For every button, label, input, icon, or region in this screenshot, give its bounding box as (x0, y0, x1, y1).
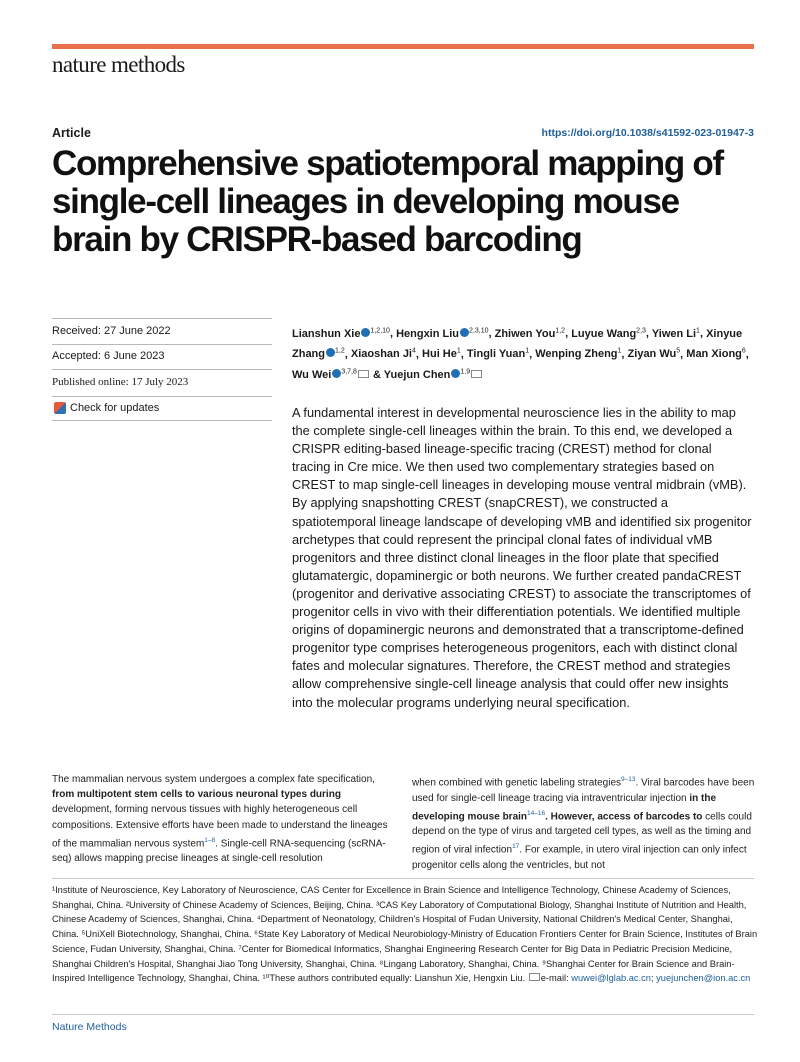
published-date: Published online: 17 July 2023 (52, 376, 189, 388)
author-affiliation: 1,2 (555, 327, 566, 334)
author-name[interactable]: Ziyan Wu (627, 348, 677, 361)
divider (52, 396, 272, 397)
author-name[interactable]: Tingli Yuan (466, 348, 526, 361)
author-affiliation: 2,3,10 (469, 327, 489, 334)
author-name[interactable]: Wenping Zheng (535, 348, 618, 361)
body-text: . For example, in utero viral injection can only infect progenitor cells along the ventricles, but not (412, 844, 747, 871)
author-entry (422, 348, 461, 360)
body-text: development, forming nervous tissues with highly heterogeneous cell compositions. Extensive efforts have been made to understand the lineages of the mammalian nervous system (52, 804, 388, 850)
article-type-label: Article (52, 126, 91, 140)
footer-journal-name: Nature Methods (52, 1021, 127, 1033)
journal-name: nature methods (52, 52, 185, 77)
author-prefix: & (372, 368, 384, 381)
author-entry (686, 348, 746, 360)
divider (52, 420, 272, 421)
divider (52, 878, 754, 879)
author-name[interactable]: Yiwen Li (651, 327, 697, 340)
author-affiliation: 2,3 (636, 327, 646, 334)
author-affiliation: 1,2,10 (370, 327, 390, 334)
author-entry (373, 369, 483, 381)
divider (52, 344, 272, 345)
author-affiliation: 1 (456, 347, 461, 355)
mail-icon[interactable] (471, 370, 482, 378)
author-name[interactable]: Hui He (422, 348, 457, 361)
mail-icon (529, 973, 540, 981)
author-name[interactable]: Luyue Wang (571, 327, 637, 340)
body-text: The mammalian nervous system undergoes a complex fate specification, (52, 774, 375, 785)
email-link[interactable]: yuejunchen@ion.ac.cn (656, 973, 751, 984)
affiliations-text: ¹Institute of Neuroscience, Key Laboratory of Neuroscience, CAS Center for Excellence in Brain Science and Intelligence Technology, Chinese Academy of Sciences, Shanghai, China. ²University of Chinese Academy of Sciences, Beijing, China. ³CAS Key Laboratory of Computational Biology, Shanghai Institute of Nutrition and Health, Chinese Academy of Sciences, Shanghai, China. ⁴Department of Neonatology, Children's Hospital of Fudan University, National Children's Medical Center, Shanghai, China. ⁵UniXell Biotechnology, Shanghai, China. ⁶State Key Laboratory of Medical Neurobiology-Ministry of Education Frontiers Center for Brain Science, Institutes of Brain Science, Fudan University, Shanghai, China. ⁷Center for Biomedical Informatics, Shanghai Engineering Research Center for Big Data in Pediatric Precision Medicine, Shanghai Children's Hospital, Shanghai Jiao Tong University, Shanghai, China. ⁸Lingang Laboratory, Shanghai, China. ⁹Shanghai Center for Brain Science and Brain-Inspired Intelligence Technology, Shanghai, China. ¹⁰These authors contributed equally: Lianshun Xie, Hengxin Liu. (52, 885, 758, 984)
author-affiliation: 1 (617, 347, 622, 355)
author-name[interactable]: Wu Wei (292, 368, 332, 381)
reference-link[interactable]: 17 (512, 843, 520, 851)
author-entry (467, 348, 529, 360)
body-text-bold: . However, access of barcodes to (545, 811, 703, 823)
author-affiliation: 4 (412, 347, 416, 355)
author-list: Lianshun Xie $^{1,2,10}$, Hengxin Liu $^{2,3,10}$, Zhiwen You$^{1,2}$, Luyue Wang$^{2,3}$, Yiwen Li$^1$, Xinyue Zhang $^{1,2}$, Xiaoshan Ji$^4$, Hui He$^1$, Tingli Yuan$^1$, Wenping Zheng$^1$, Ziyan Wu$^5$, Man Xiong$^6$, Wu Wei $^{3,7,8}$ & Yuejun Chen $^{1,9}$ (292, 327, 749, 381)
author-entry (292, 328, 390, 340)
author-affiliation: 3,7,8 (341, 368, 357, 376)
author-entry (351, 348, 416, 360)
author-entry (571, 328, 646, 340)
page-title: Comprehensive spatiotemporal mapping of single-cell lineages in developing mouse brain by CRISPR-based barcoding (52, 144, 723, 259)
author-affiliation: 1 (525, 347, 530, 355)
author-name[interactable]: Man Xiong (686, 348, 742, 361)
body-text: cells could depend on the type of virus and targeted cell types, as well as the timing and region of viral infection (412, 811, 752, 856)
accepted-date: Accepted: 6 June 2023 (52, 350, 165, 362)
divider (52, 1014, 754, 1015)
check-for-updates-button[interactable] (54, 402, 159, 414)
author-affiliation: 1,2 (335, 347, 345, 355)
author-affiliation: 5 (676, 347, 681, 355)
author-name[interactable]: Zhiwen You (494, 327, 556, 340)
abstract: A fundamental interest in developmental neuroscience lies in the ability to map the complete single-cell lineages within the brain. To this end, we developed a CRISPR editing-based lineage-specific tracing (CREST) method for clonal tracing in Cre mice. We then used two complementary strategies based on CREST to map single-cell lineages in developing mouse ventral midbrain (vMB). By applying snapshotting CREST (snapCREST), we constructed a spatiotemporal lineage landscape of developing vMB and identified six progenitor archetypes that could represent the principal clonal fates of individual vMB progenitors and three distinct clonal lineages in the floor plate that specified glutamatergic, dopaminergic or both neurons. We further created pandaCREST (progenitor and derivative associating CREST) to associate the transcriptomes of progenitor cells in vivo with their differentiation potentials. We identified multiple origins of dopaminergic neurons and demonstrated that a transcriptome-defined progenitor type comprises heterogeneous progenitors, each with distinct clonal fates and molecular signatures. Therefore, the CREST method and strategies allow comprehensive single-cell lineage analysis that could offer new insights into the molecular programs underlying neural specification. (292, 405, 752, 710)
author-name[interactable]: Xinyue Zhang (292, 327, 743, 361)
orcid-icon[interactable] (460, 328, 469, 337)
author-name[interactable]: Yuejun Chen (383, 368, 451, 381)
mail-icon[interactable] (358, 370, 369, 378)
author-entry (652, 328, 700, 340)
author-name[interactable]: Hengxin Liu (396, 327, 460, 340)
body-text: . Single-cell RNA-sequencing (scRNA-seq) allows mapping precise lineages at single-cell resolution (52, 838, 386, 865)
received-date: Received: 27 June 2022 (52, 325, 171, 337)
check-for-updates-label: Check for updates (70, 402, 160, 414)
reference-link[interactable]: 14–16 (527, 809, 546, 817)
author-entry (396, 328, 488, 340)
divider (52, 369, 272, 370)
body-text-bold: from multipotent stem cells to various neuronal types during (52, 789, 341, 801)
crossmark-icon (54, 402, 66, 414)
divider (52, 318, 272, 319)
body-text-bold: in the developing mouse brain (412, 792, 717, 823)
header-accent-bar (52, 44, 754, 49)
email-separator: ; (650, 973, 657, 984)
author-entry (628, 348, 681, 360)
author-entry (292, 369, 370, 381)
author-entry (495, 328, 565, 340)
affiliations-footnote (52, 883, 760, 986)
author-affiliation: 1 (696, 327, 700, 334)
body-column-left (52, 772, 396, 867)
reference-link[interactable]: 9–13 (621, 776, 636, 783)
author-name[interactable]: Xiaoshan Ji (350, 348, 412, 361)
author-affiliation: 6 (741, 347, 746, 355)
author-affiliation: 1,9 (460, 368, 471, 376)
author-name[interactable]: Lianshun Xie (292, 327, 361, 340)
body-text: when combined with genetic labeling strategies (412, 777, 622, 789)
email-link[interactable]: wuwei@lglab.ac.cn (571, 973, 651, 984)
body-text: . Viral barcodes have been used for single-cell lineage tracing via intraventricular injection (412, 777, 755, 804)
orcid-icon[interactable] (332, 369, 341, 378)
orcid-icon[interactable] (326, 348, 335, 357)
author-entry (535, 348, 621, 360)
email-label: e-mail: (540, 973, 572, 984)
reference-link[interactable]: 1–8 (204, 836, 216, 844)
body-column-right (412, 772, 756, 873)
doi-link[interactable]: https://doi.org/10.1038/s41592-023-01947-3 (541, 127, 754, 139)
